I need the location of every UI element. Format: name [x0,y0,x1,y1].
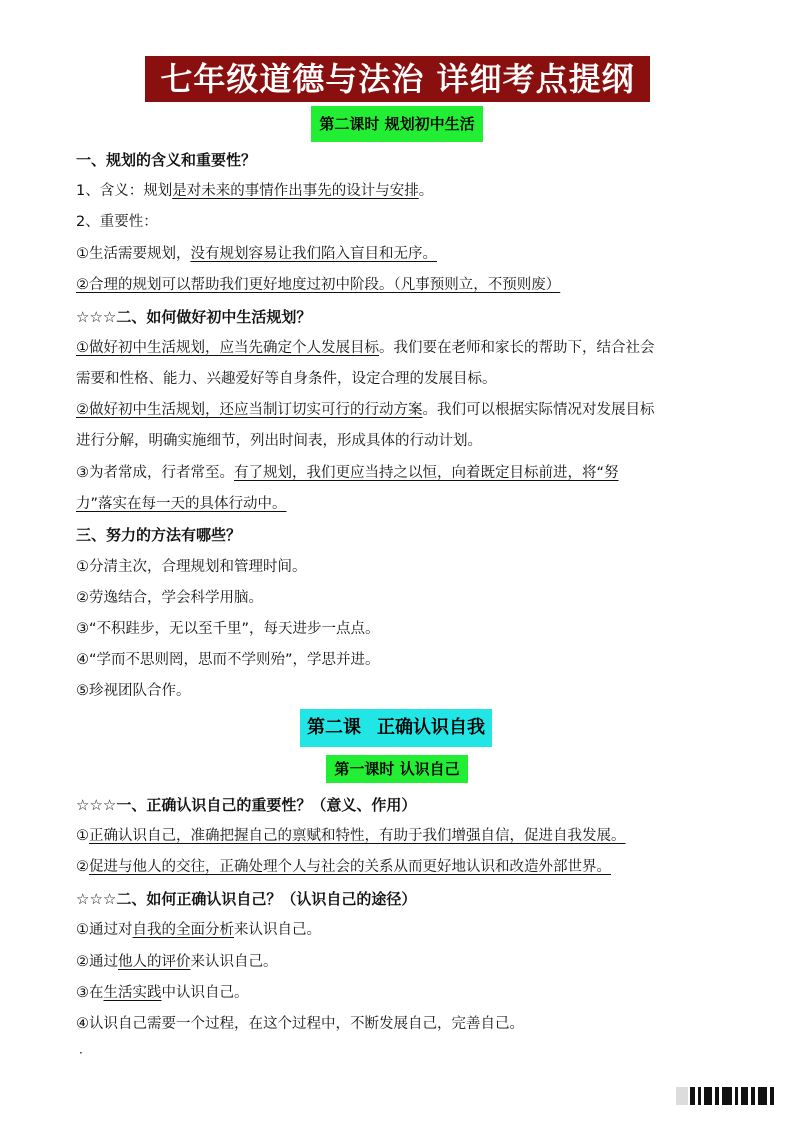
lesson-heading-self-knowledge [300,709,492,747]
meaning-prefix: 1、含义：规划 [76,183,173,199]
plan-point-3-underlined: 有了规划，我们更应当持之以恒，向着既定目标前进，将“努 [234,465,619,481]
self-way-1-underlined: 自我的全面分析 [132,922,234,938]
plan-point-2 [76,400,655,420]
effort-method-4: ④“学而不思则罔，思而不学则殆”，学思并进。 [76,652,380,668]
plan-point-3-line2 [76,494,287,514]
plan-point-2-line2: 进行分解，明确实施细节，列出时间表，形成具体的行动计划。 [76,433,482,449]
plan-point-3-lead: ③为者常成，行者常至。 [76,465,234,481]
self-importance-point-1 [76,826,626,846]
plan-point-3 [76,463,619,483]
plan-point-1-line2: 需要和性格、能力、兴趣爱好等自身条件，设定合理的发展目标。 [76,371,497,387]
plan-point-1-underlined: ①做好初中生活规划，应当先确定个人发展目标 [76,340,379,356]
effort-method-1: ①分清主次，合理规划和管理时间。 [76,559,307,575]
self-importance-point-1-underlined: 正确认识自己，准确把握自己的禀赋和特性，有助于我们增强自信，促进自我发展。 [89,828,626,844]
plan-point-3-line2-underlined: 力”落实在每一天的具体行动中。 [76,496,287,512]
self-way-2-lead: ②通过 [76,954,118,970]
lesson-tag-know-yourself: 第一课时 认识自己 [326,755,468,783]
self-way-1-end: 来认识自己。 [234,922,321,938]
importance-point-1 [76,244,437,264]
self-way-1-lead: ①通过对 [76,922,133,938]
importance-point-2 [76,275,560,295]
effort-method-5: ⑤珍视团队合作。 [76,683,191,699]
self-way-3-end: 中认识自己。 [161,985,249,1001]
self-way-2-end: 来认识自己。 [190,954,278,970]
section-heading-how-to-plan: ☆☆☆二、如何做好初中生活规划？ [76,308,312,326]
document-title: 七年级道德与法治 详细考点提纲 [145,56,650,102]
lesson-heading-part1: 第二课 [307,717,361,738]
self-way-1 [76,920,321,940]
lesson-heading-part2: 正确认识自我 [377,717,485,738]
section-heading-effort-methods: 三、努力的方法有哪些？ [76,526,242,544]
plan-point-1-rest: 。我们要在老师和家长的帮助下，结合社会 [379,340,655,356]
self-importance-point-1-lead: ① [76,828,89,844]
lesson-tag-planning: 第二课时 规划初中生活 [311,106,483,142]
meaning-line [76,181,433,201]
self-way-3-lead: ③在 [76,985,104,1001]
importance-point-1-lead: ①生活需要规划， [76,246,191,262]
self-way-4: ④认识自己需要一个过程，在这个过程中，不断发展自己，完善自己。 [76,1016,524,1032]
importance-point-2-underlined: ②合理的规划可以帮助我们更好地度过初中阶段。（凡事预则立，不预则废） [76,277,561,293]
self-importance-point-2 [76,857,611,877]
effort-method-3: ③“不积跬步，无以至千里”，每天进步一点点。 [76,621,380,637]
meaning-end: 。 [418,183,434,199]
plan-point-2-rest: 。我们可以根据实际情况对发展目标 [422,402,655,418]
effort-method-2: ②劳逸结合，学会科学用脑。 [76,590,263,606]
self-way-3-underlined: 生活实践 [103,985,162,1001]
plan-point-1 [76,338,655,358]
plan-point-2-underlined: ②做好初中生活规划，还应当制订切实可行的行动方案 [76,402,423,418]
self-way-2 [76,952,278,972]
meaning-underlined: 是对未来的事情作出事先的设计与安排 [172,183,419,199]
self-importance-point-2-lead: ② [76,859,89,875]
section-heading-self-knowledge-importance: ☆☆☆一、正确认识自己的重要性？（意义、作用） [76,796,417,814]
self-importance-point-2-underlined: 促进与他人的交往，正确处理个人与社会的关系从而更好地认识和改造外部世界。 [89,859,611,875]
watermark-graphic [676,1087,776,1105]
importance-point-1-underlined: 没有规划容易让我们陷入盲目和无序。 [190,246,437,262]
self-way-2-underlined: 他人的评价 [118,954,191,970]
section-heading-planning-meaning: 一、规划的含义和重要性？ [76,151,257,169]
self-way-3 [76,983,249,1003]
trailing-dot: · [79,1046,83,1060]
importance-label: 2、重要性： [76,214,158,230]
section-heading-self-knowledge-ways: ☆☆☆二、如何正确认识自己？（认识自己的途径） [76,890,417,908]
